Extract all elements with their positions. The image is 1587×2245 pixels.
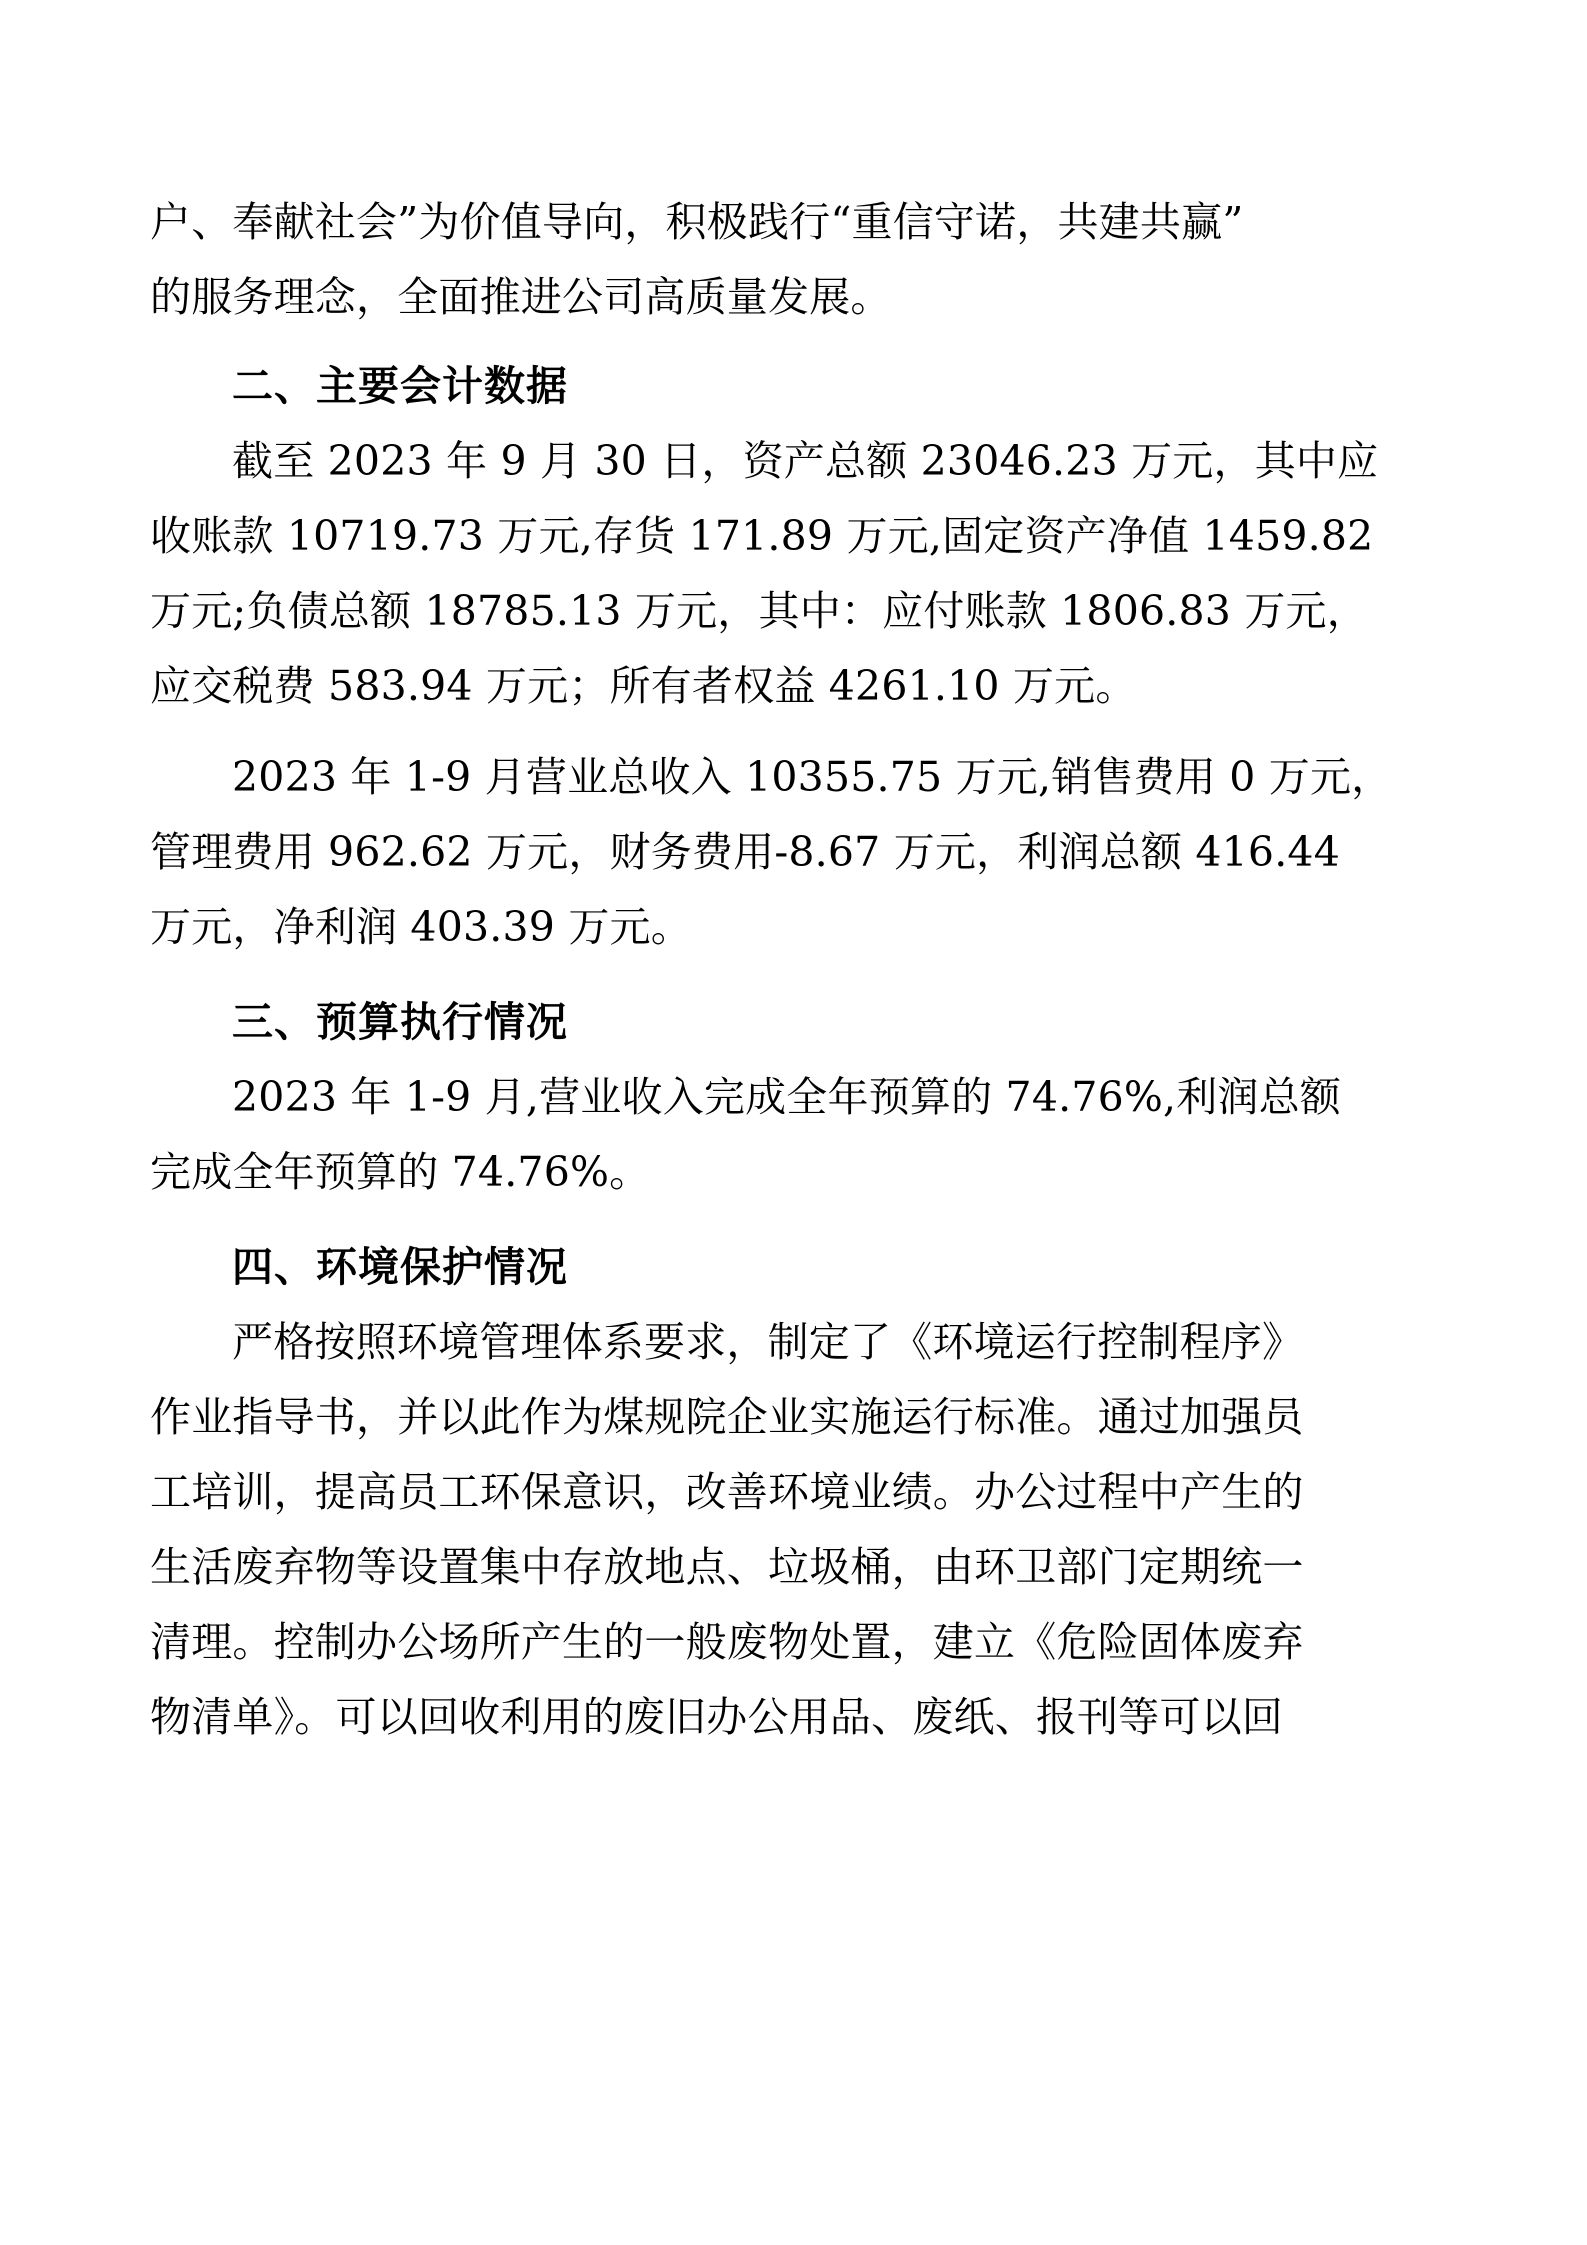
text-line: 清理。控制办公场所产生的一般废物处置，建立《危险固体废弃	[150, 1618, 1304, 1666]
section-heading-3: 三、预算执行情况	[232, 998, 568, 1046]
text-line: 作业指导书，并以此作为煤规院企业实施运行标准。通过加强员	[150, 1393, 1304, 1441]
section-heading-2: 二、主要会计数据	[232, 362, 568, 410]
spacer	[150, 965, 1435, 985]
text-line: 截至 2023 年 9 月 30 日，资产总额 23046.23 万元，其中应	[232, 437, 1379, 485]
section-heading-4: 四、环境保护情况	[232, 1243, 568, 1291]
text-line: 完成全年预算的 74.76%。	[150, 1148, 651, 1196]
text-line: 管理费用 962.62 万元，财务费用-8.67 万元，利润总额 416.44	[150, 828, 1340, 876]
paragraph-environmental-protection	[150, 1305, 1435, 1755]
spacer	[150, 724, 1435, 740]
spacer	[150, 335, 1435, 349]
text-line: 万元，净利润 403.39 万元。	[150, 903, 692, 951]
text-line: 万元;负债总额 18785.13 万元，其中：应付账款 1806.83 万元，	[150, 587, 1368, 635]
text-line: 2023 年 1-9 月,营业收入完成全年预算的 74.76%,利润总额	[232, 1073, 1342, 1121]
text-line: 应交税费 583.94 万元；所有者权益 4261.10 万元。	[150, 662, 1137, 710]
text-line: 的服务理念，全面推进公司高质量发展。	[150, 273, 892, 321]
text-line: 生活废弃物等设置集中存放地点、垃圾桶，由环卫部门定期统一	[150, 1543, 1304, 1591]
paragraph-accounting-income	[150, 740, 1435, 965]
text-line: 户、奉献社会”为价值导向，积极践行“重信守诺，共建共赢”	[150, 198, 1244, 246]
paragraph-intro-continued	[150, 185, 1435, 335]
paragraph-accounting-balance	[150, 424, 1435, 724]
text-line: 2023 年 1-9 月营业总收入 10355.75 万元,销售费用 0 万元，	[232, 753, 1393, 801]
page-content	[150, 185, 1435, 1755]
text-line: 收账款 10719.73 万元,存货 171.89 万元,固定资产净值 1459.82	[150, 512, 1374, 560]
text-line: 工培训，提高员工环保意识，改善环境业绩。办公过程中产生的	[150, 1468, 1304, 1516]
spacer	[150, 1210, 1435, 1230]
text-line: 严格按照环境管理体系要求，制定了《环境运行控制程序》	[232, 1318, 1304, 1366]
paragraph-budget-execution	[150, 1060, 1435, 1210]
text-line: 物清单》。可以回收利用的废旧办公用品、废纸、报刊等可以回	[150, 1693, 1284, 1741]
